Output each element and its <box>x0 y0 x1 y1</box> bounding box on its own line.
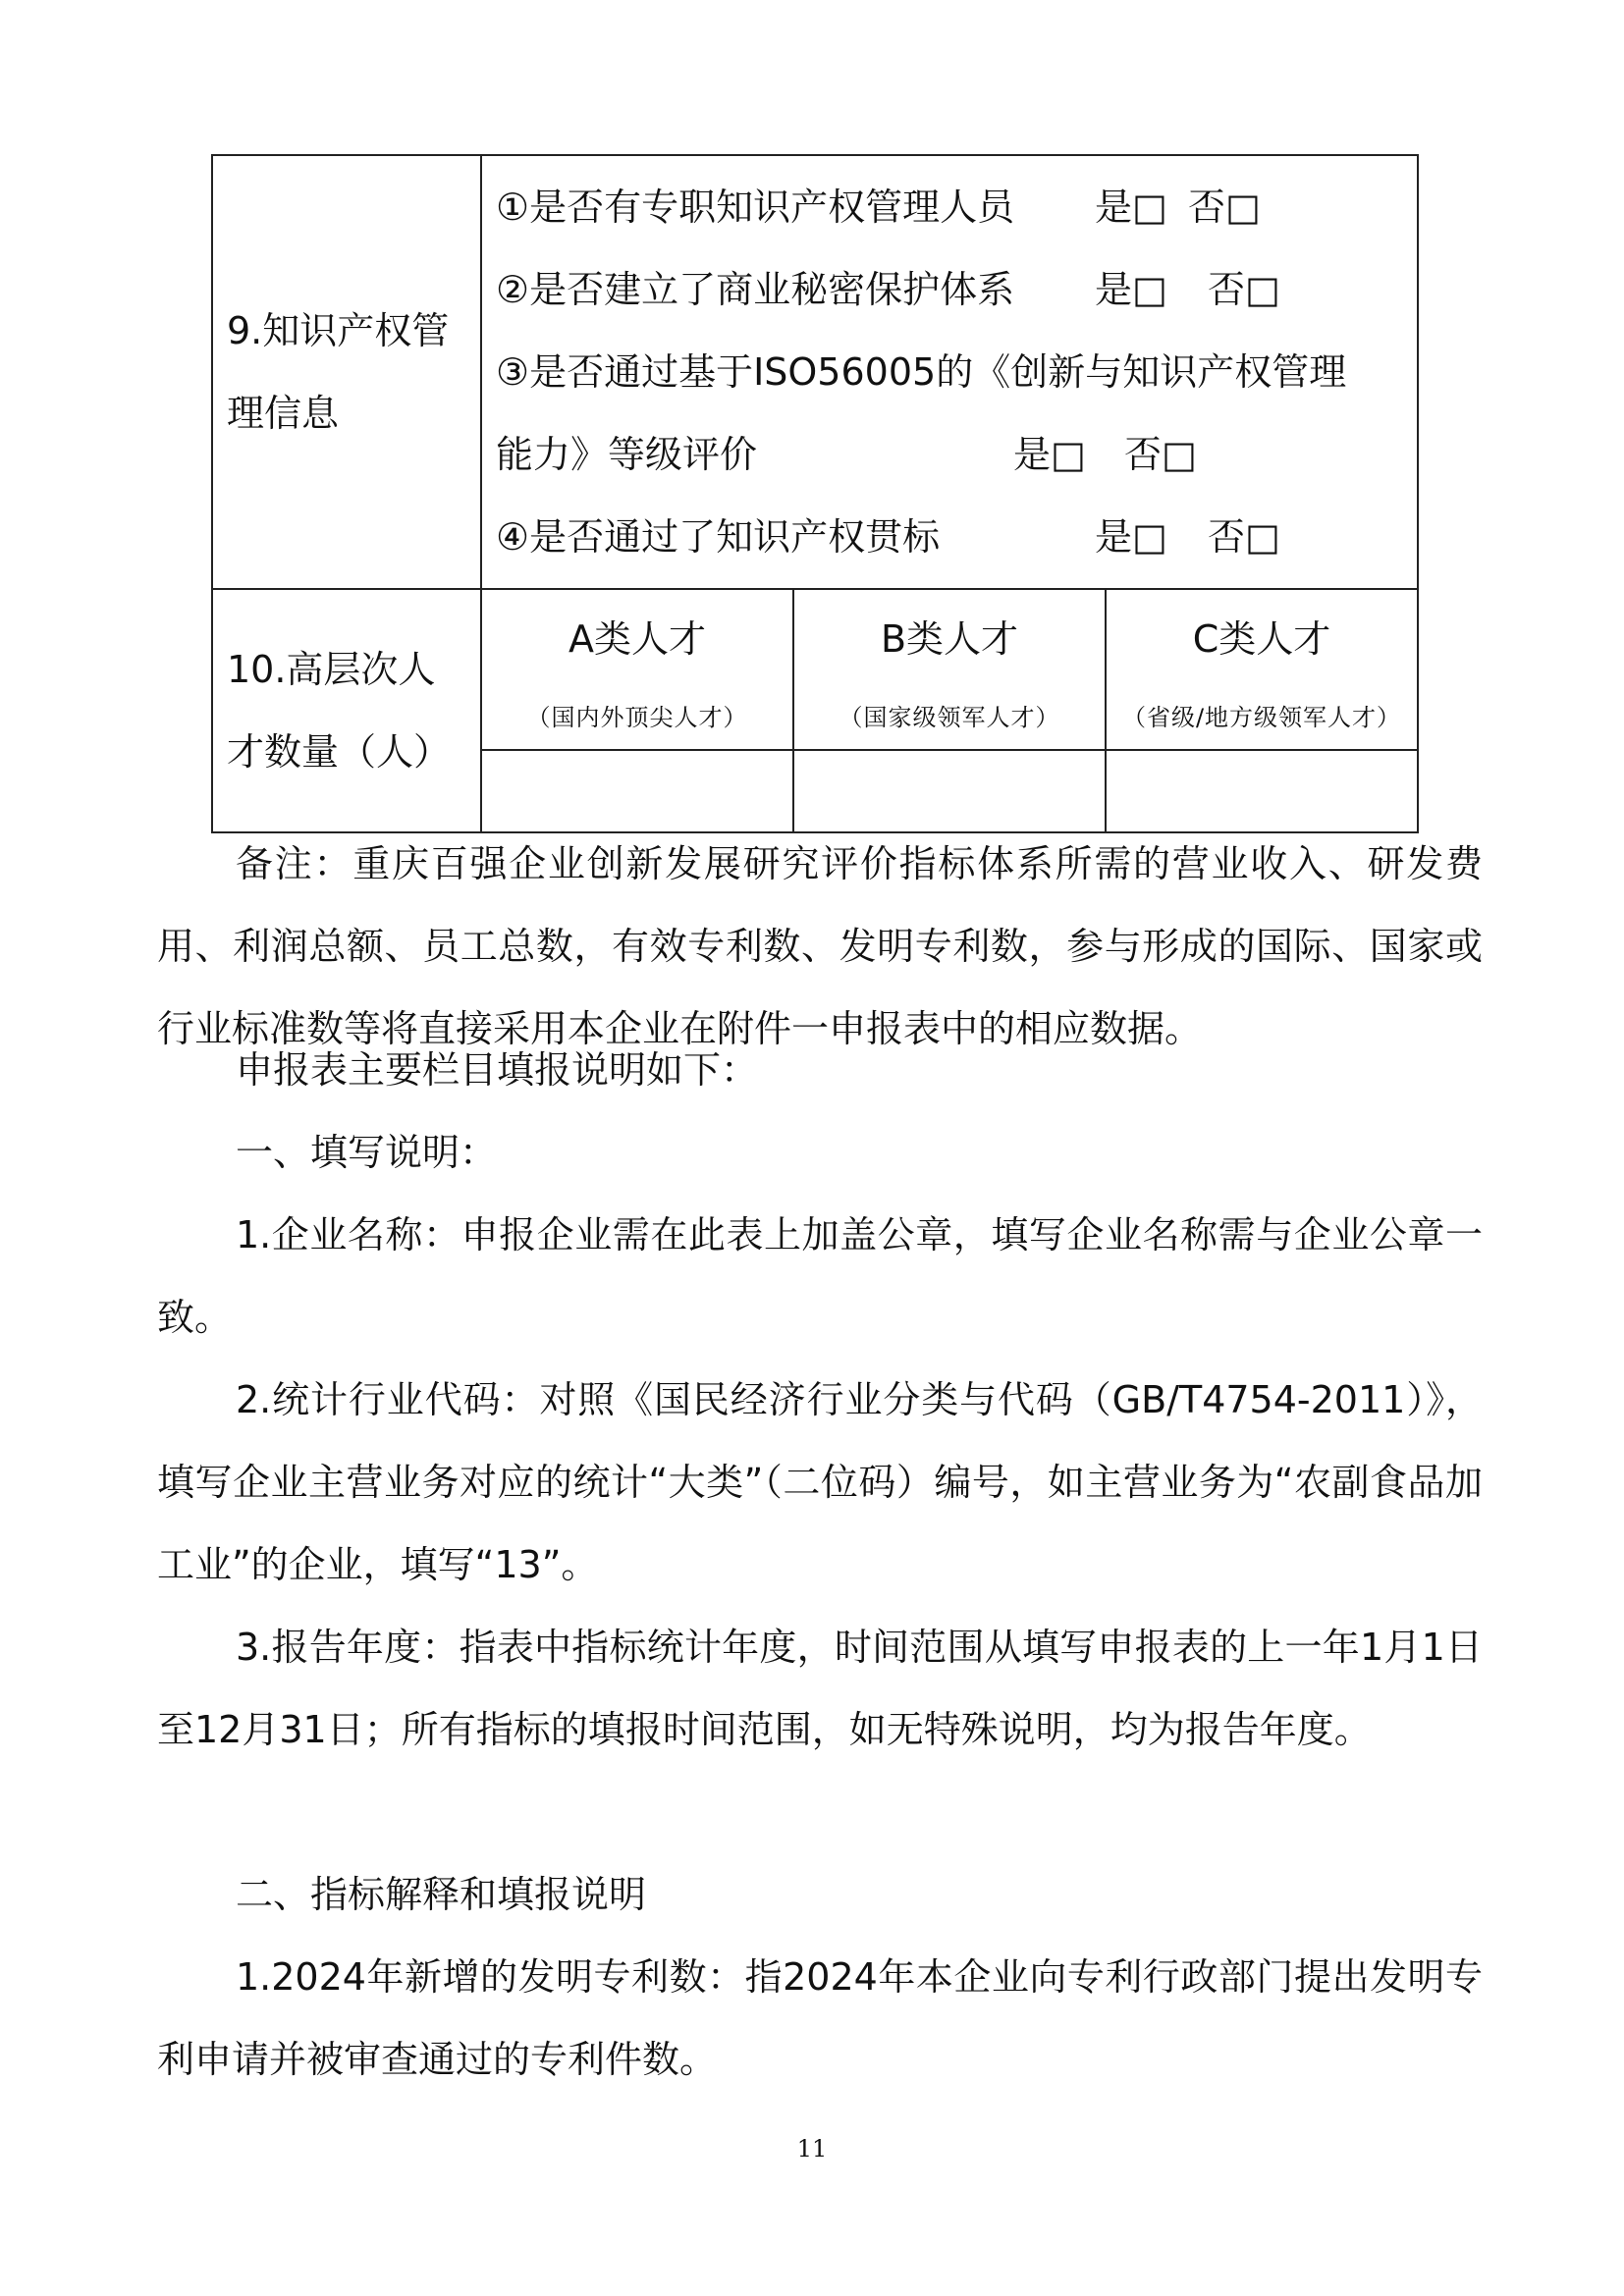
talent-a-header <box>481 589 793 750</box>
ip-item-1-question: ①是否有专职知识产权管理人员 <box>496 186 1015 229</box>
ip-item-4 <box>496 496 1407 578</box>
section1-title: 一、填写说明： <box>236 1131 498 1174</box>
ip-item-3-question-line1: ③是否通过基于ISO56005的《创新与知识产权管理 <box>496 350 1347 394</box>
talent-b-sub: （国家级领军人才） <box>839 704 1060 731</box>
ip-item-1-no-checkbox[interactable]: 否□ <box>1188 186 1261 229</box>
talent-c-name: C类人才 <box>1192 617 1331 661</box>
ip-items-cell <box>481 155 1418 589</box>
talent-a-sub: （国内外顶尖人才） <box>526 704 748 731</box>
ip-item-3-no-checkbox[interactable]: 否□ <box>1124 433 1197 476</box>
ip-item-4-yes-checkbox[interactable]: 是□ <box>1095 515 1167 559</box>
talent-b-name: B类人才 <box>880 617 1019 661</box>
talent-c-sub: （省级/地方级领军人才） <box>1121 704 1402 731</box>
ip-item-3-line2 <box>496 413 1407 496</box>
ip-item-3-yes-checkbox[interactable]: 是□ <box>1013 433 1086 476</box>
ip-label-line1: 9.知识产权管 <box>227 309 450 352</box>
talent-b-header <box>793 589 1106 750</box>
talent-a-value-field[interactable] <box>481 750 793 832</box>
talent-c-header <box>1106 589 1418 750</box>
note-paragraph: 备注：重庆百强企业创新发展研究评价指标体系所需的营业收入、研发费用、利润总额、员工总数，有效专利数、发明专利数，参与形成的国际、国家或行业标准数等将直接采用本企业在附件一申报表中的相应数据。 <box>157 842 1483 1050</box>
talent-label-line2: 才数量（人） <box>227 730 452 774</box>
item3-paragraph: 3.报告年度：指表中指标统计年度，时间范围从填写申报表的上一年1月1日至12月31日；所有指标的填报时间范围，如无特殊说明，均为报告年度。 <box>157 1626 1483 1751</box>
talent-header-row <box>212 589 1418 750</box>
talent-label <box>212 589 481 832</box>
intro-paragraph: 申报表主要栏目填报说明如下： <box>236 1048 759 1092</box>
talent-c-value-field[interactable] <box>1106 750 1418 832</box>
ip-item-1-yes-checkbox[interactable]: 是□ <box>1095 186 1167 229</box>
ip-label-line2: 理信息 <box>227 392 340 435</box>
ip-management-label <box>212 155 481 589</box>
ip-item-3-line1 <box>496 331 1407 413</box>
ip-item-2 <box>496 248 1407 331</box>
ip-item-1 <box>496 166 1407 248</box>
page-number: 11 <box>796 2135 828 2163</box>
talent-b-value-field[interactable] <box>793 750 1106 832</box>
ip-item-2-question: ②是否建立了商业秘密保护体系 <box>496 268 1015 311</box>
ip-management-row <box>212 155 1418 589</box>
item4-paragraph: 1.2024年新增的发明专利数：指2024年本企业向专利行政部门提出发明专利申请并被审查通过的专利件数。 <box>157 1955 1483 2081</box>
ip-item-2-yes-checkbox[interactable]: 是□ <box>1095 268 1167 311</box>
ip-item-4-no-checkbox[interactable]: 否□ <box>1208 515 1280 559</box>
section2-title: 二、指标解释和填报说明 <box>236 1873 647 1916</box>
talent-label-line1: 10.高层次人 <box>227 648 436 691</box>
ip-talent-table <box>211 154 1419 833</box>
ip-item-4-question: ④是否通过了知识产权贯标 <box>496 515 941 559</box>
talent-a-name: A类人才 <box>568 617 706 661</box>
ip-item-2-no-checkbox[interactable]: 否□ <box>1208 268 1280 311</box>
ip-item-3-question-line2: 能力》等级评价 <box>496 433 758 476</box>
item1-paragraph: 1.企业名称：申报企业需在此表上加盖公章，填写企业名称需与企业公章一致。 <box>157 1213 1483 1339</box>
item2-paragraph: 2.统计行业代码：对照《国民经济行业分类与代码（GB/T4754-2011）》，填写企业主营业务对应的统计“大类”（二位码）编号，如主营业务为“农副食品加工业”的企业，填写“13”。 <box>157 1378 1483 1586</box>
